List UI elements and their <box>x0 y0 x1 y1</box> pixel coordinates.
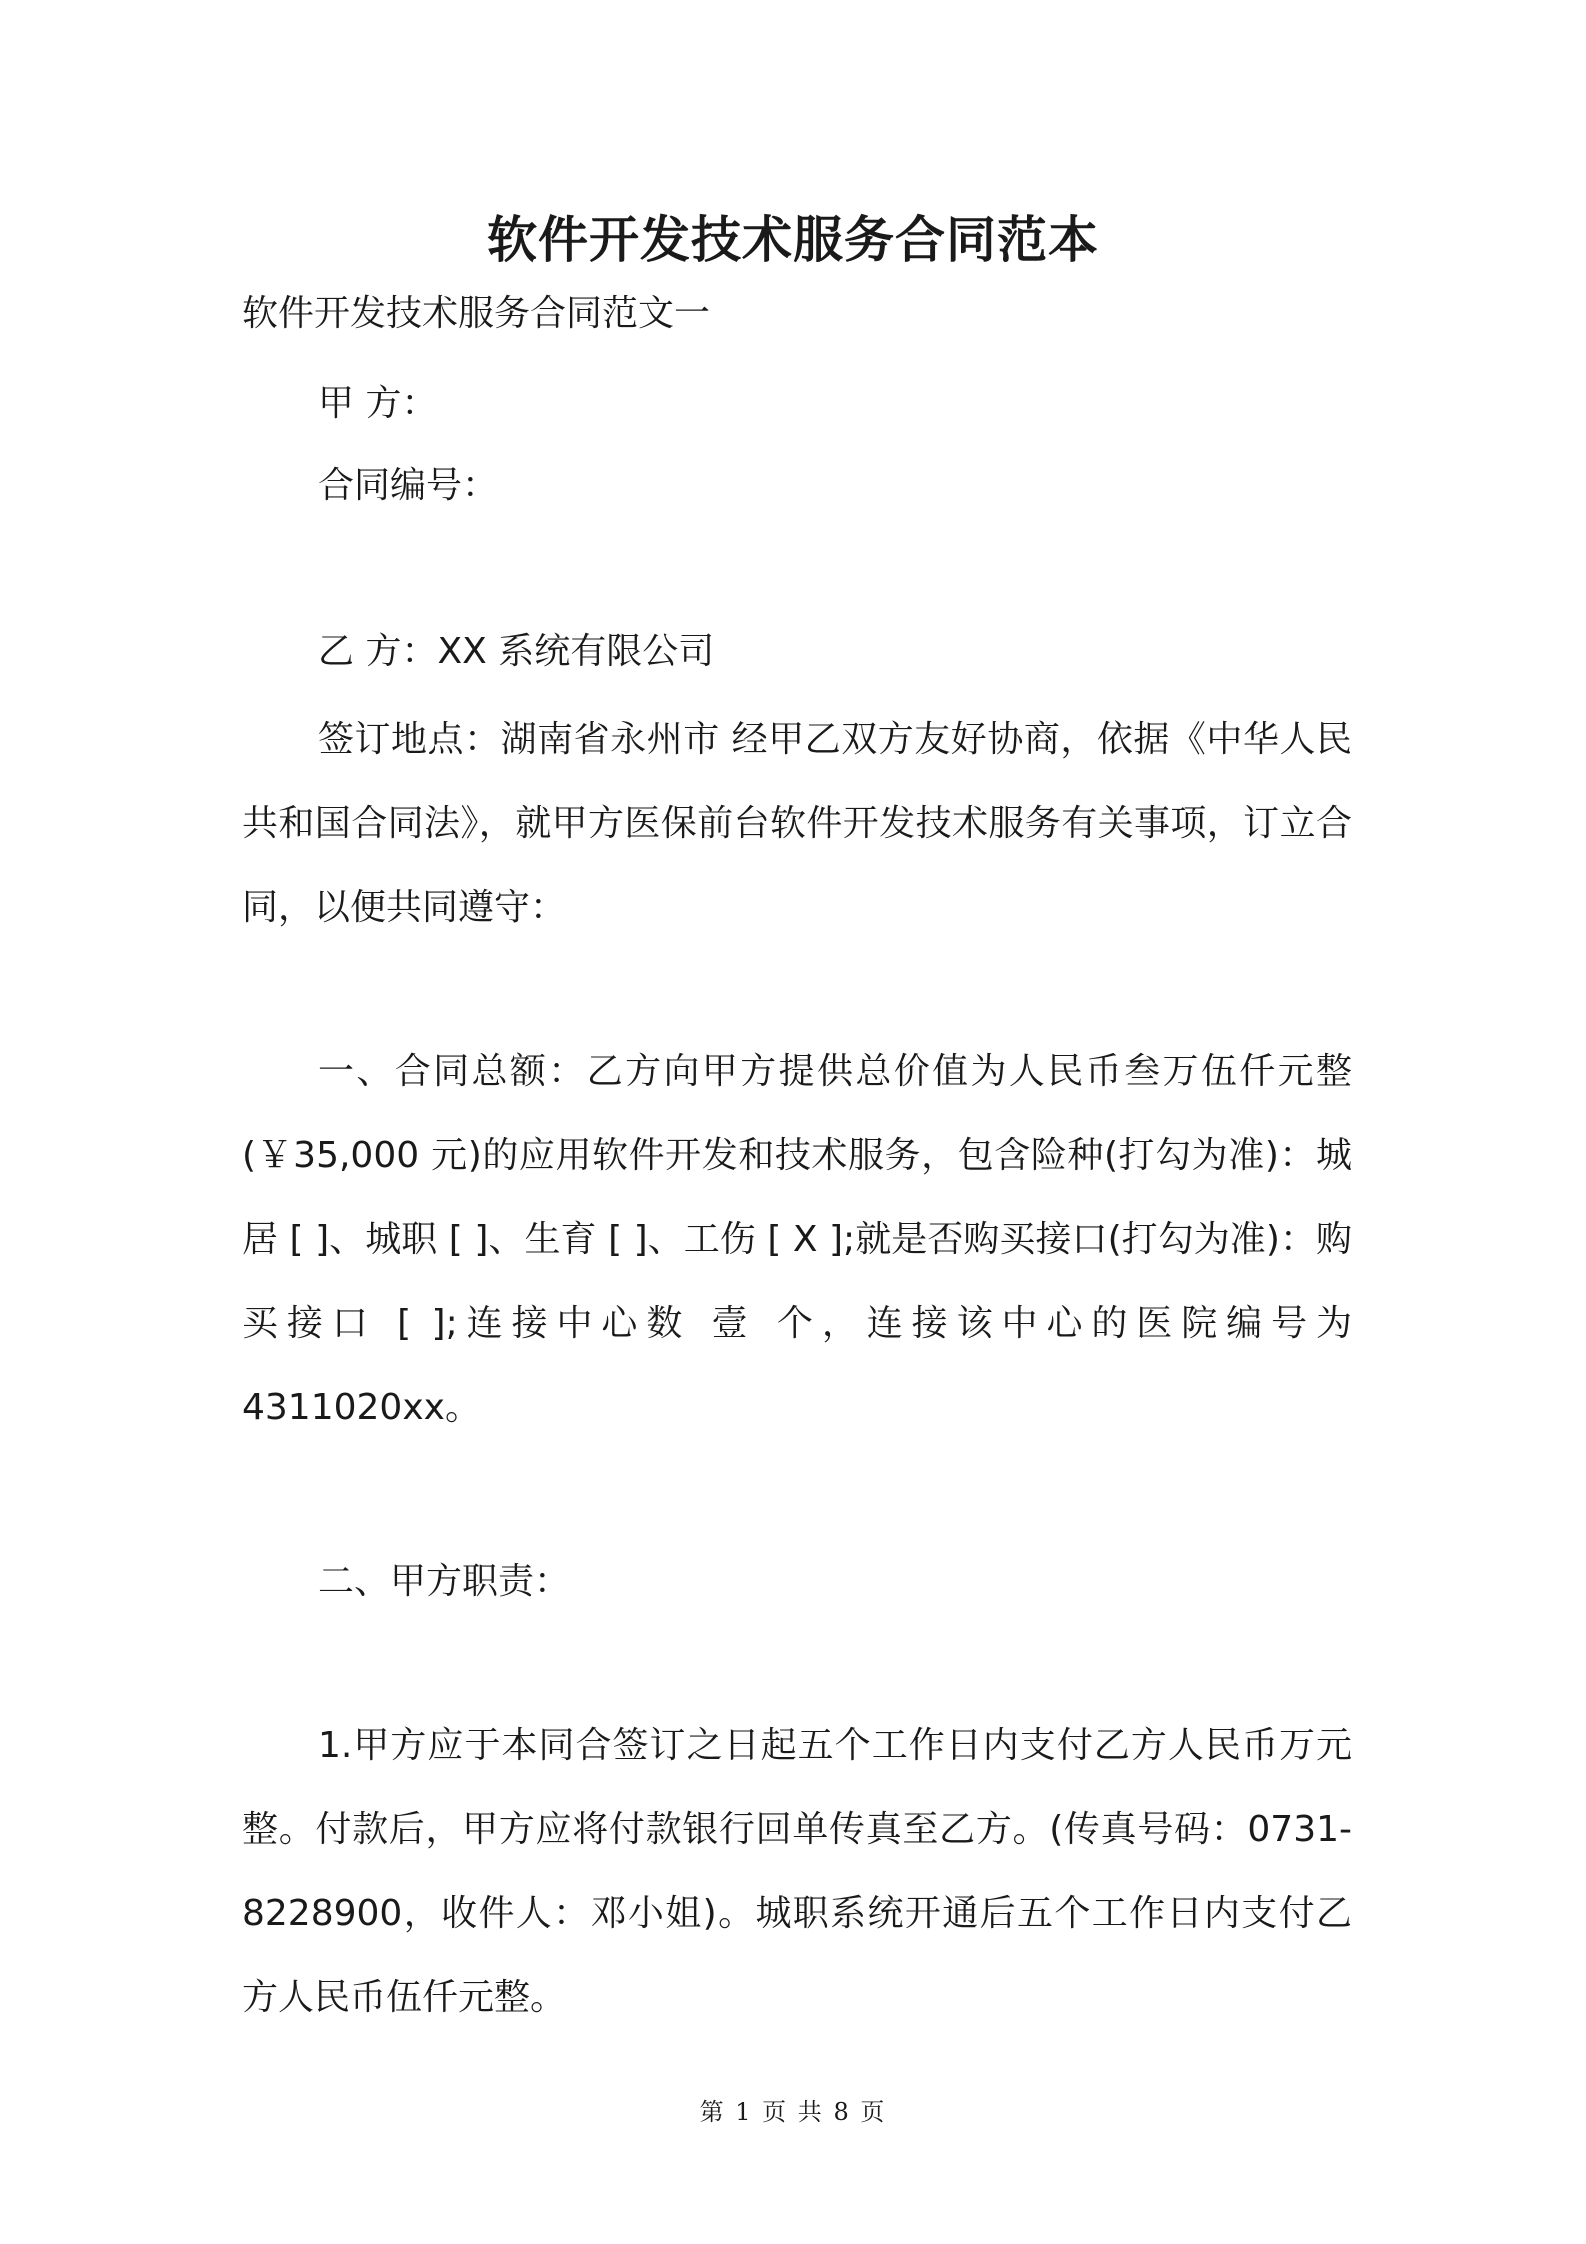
document-title: 软件开发技术服务合同范本 <box>487 210 1099 269</box>
contract-amount-paragraph: 一、合同总额：乙方向甲方提供总价值为人民币叁万伍仟元整(￥35,000 元)的应用软件开发和技术服务，包含险种(打勾为准)：城居 [ ]、城职 [ ]、生育 [ ]、工伤 [ X ];就是否购买接口(打勾为准)：购买接口 [ ];连接中心数 壹 个，连接该中心的医院编号为 4311020xx。 <box>242 1051 1352 1428</box>
signing-paragraph: 签订地点：湖南省永州市 经甲乙双方友好协商，依据《中华人民共和国合同法》，就甲方医保前台软件开发技术服务有关事项，订立合同，以便共同遵守： <box>242 719 1352 928</box>
party-b-line: 乙 方：XX 系统有限公司 <box>318 631 715 672</box>
page-number: 第 1 页 共 8 页 <box>699 2098 887 2126</box>
party-a-duties-heading: 二、甲方职责： <box>318 1561 571 1602</box>
contract-number-line: 合同编号： <box>318 465 499 506</box>
document-subtitle: 软件开发技术服务合同范文一 <box>242 293 711 334</box>
party-a-line: 甲 方： <box>318 383 438 424</box>
payment-paragraph: 1.甲方应于本同合签订之日起五个工作日内支付乙方人民币万元整。付款后，甲方应将付款银行回单传真至乙方。(传真号码：0731-8228900，收件人：邓小姐)。城职系统开通后五个工作日内支付乙方人民币伍仟元整。 <box>242 1725 1352 2018</box>
